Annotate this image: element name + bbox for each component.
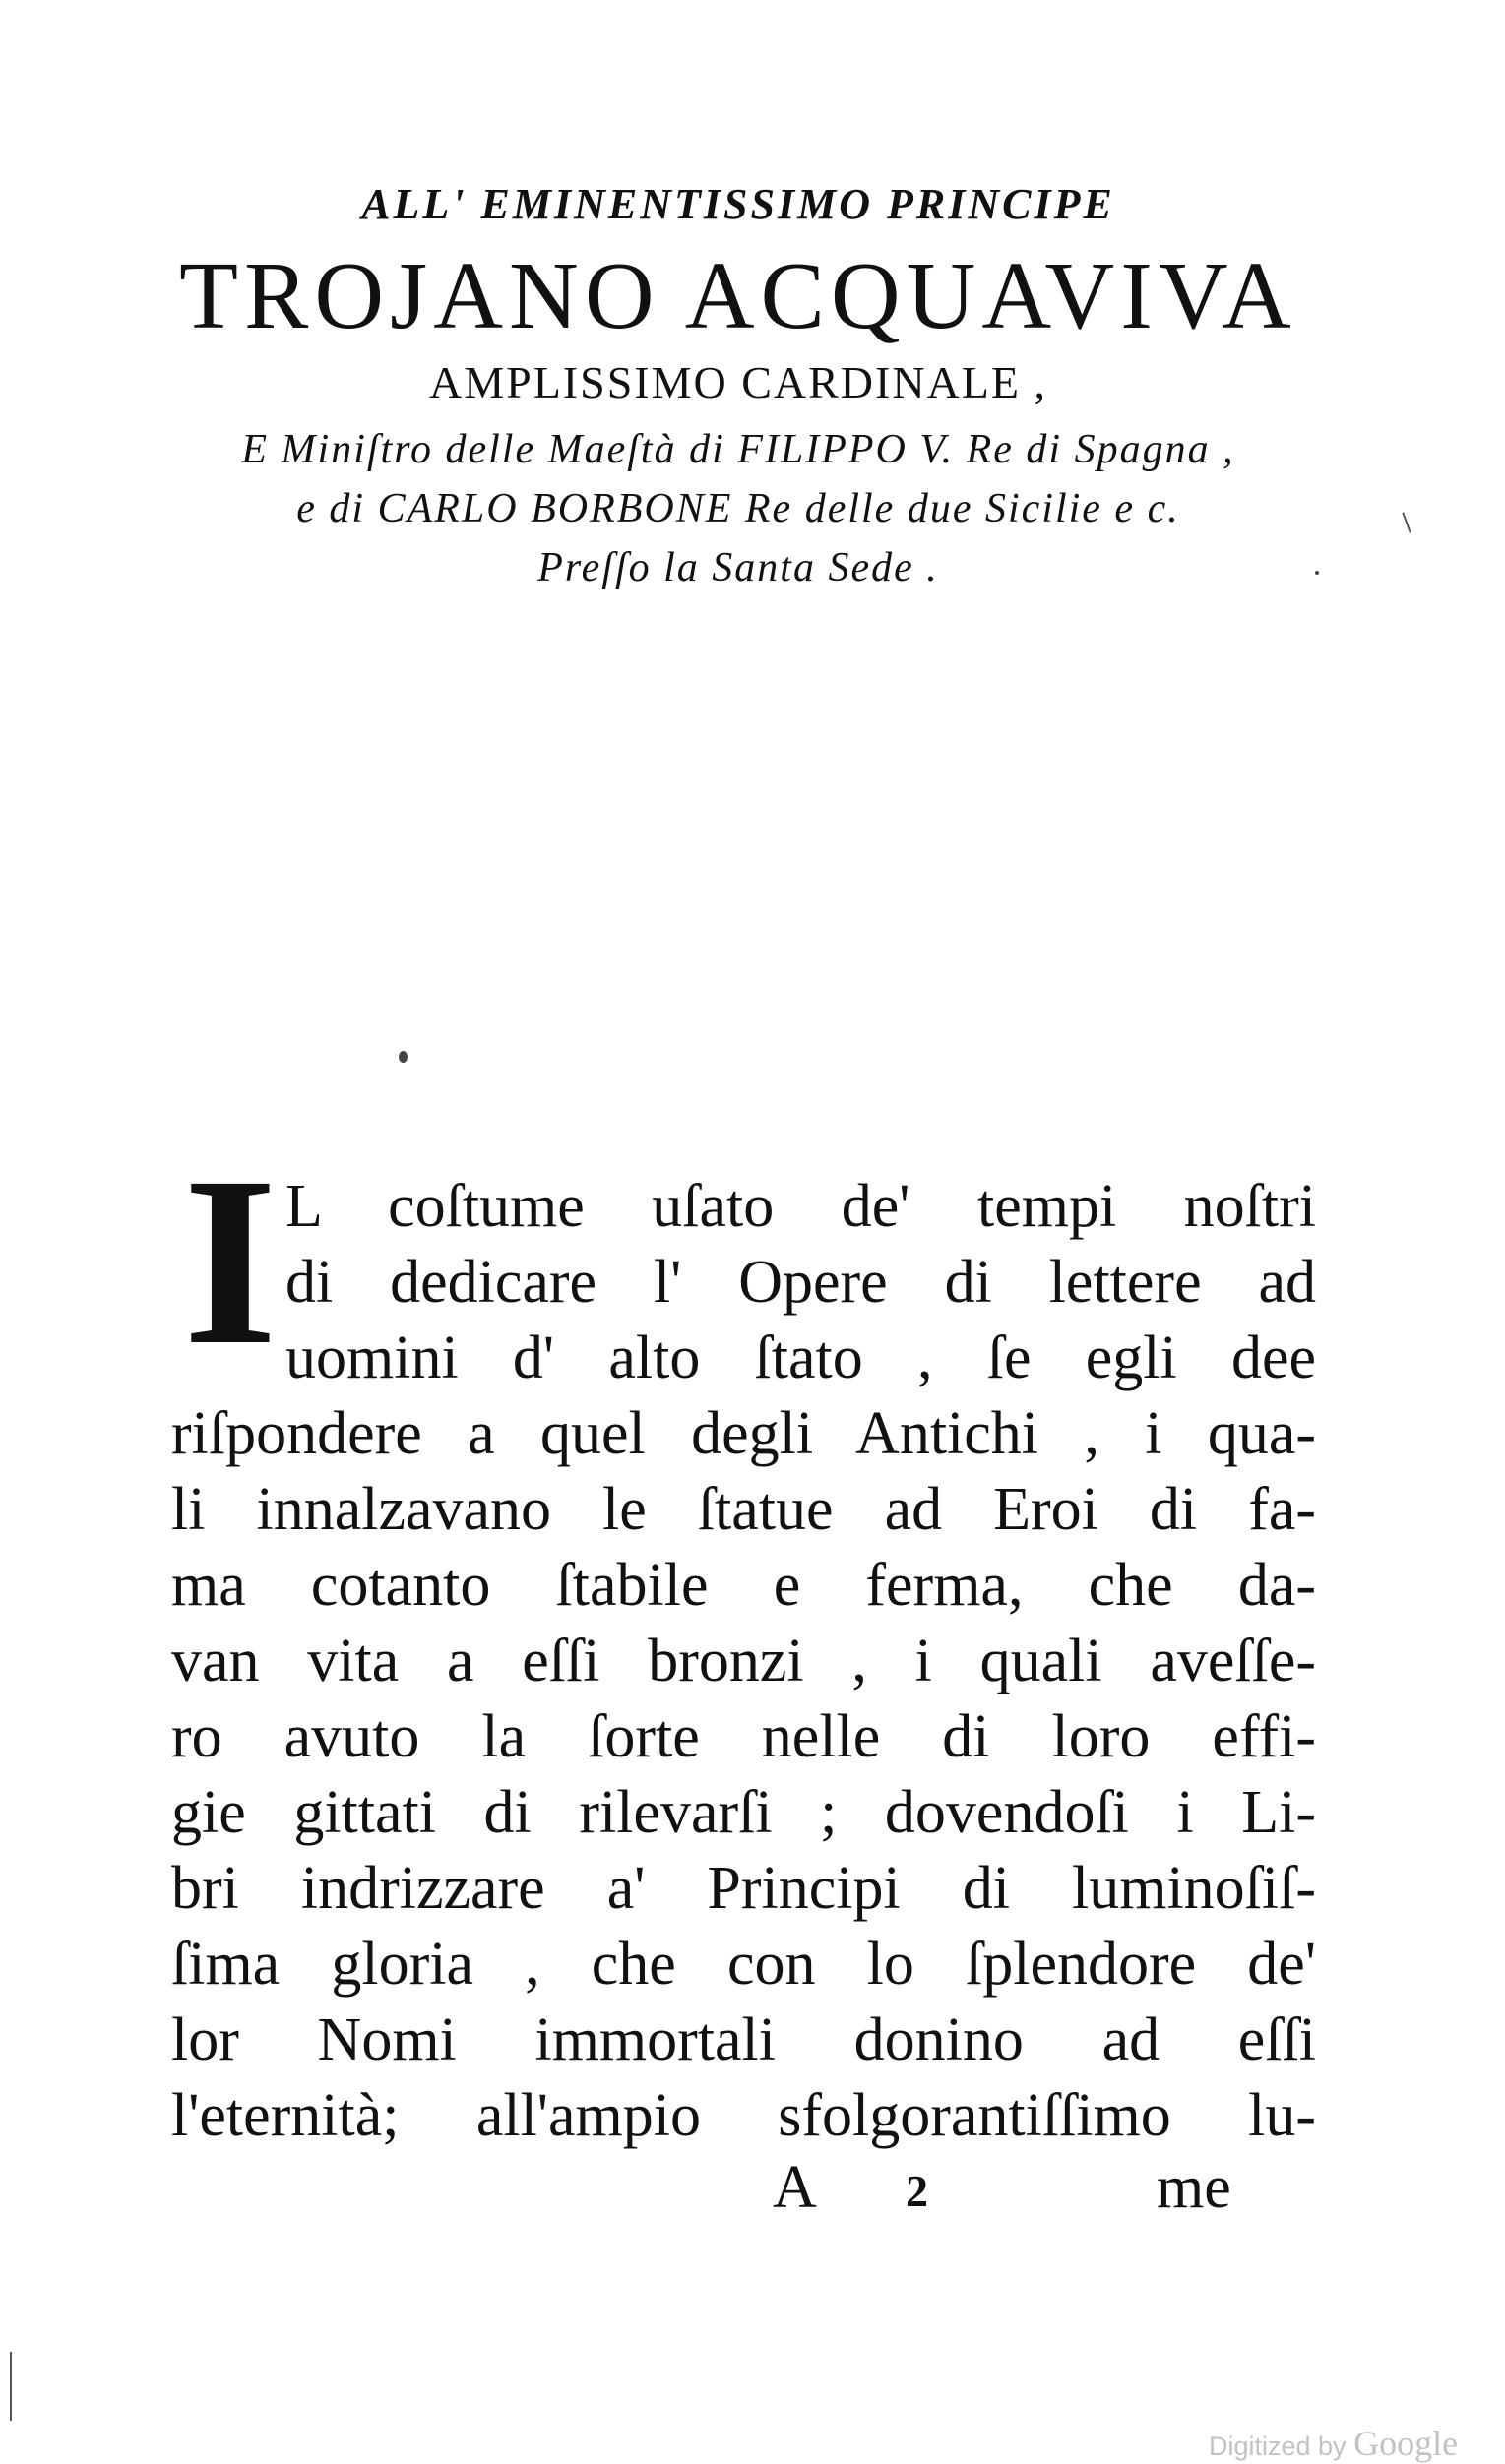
body-text-line: riſpondere a quel degli Antichi , i qua-: [171, 1400, 1316, 1467]
dedication-role-line: e di CARLO BORBONE Re delle due Sicilie e c.: [296, 486, 1180, 531]
signature-mark: A: [773, 2154, 817, 2221]
signature-number: 2: [906, 2166, 928, 2216]
dedication-role-line: Preſſo la Santa Sede .: [537, 545, 939, 590]
body-text-line: bri indrizzare a' Principi di luminoſiſ-: [171, 1855, 1316, 1922]
body-text-line: gie gittati di rilevarſi ; dovendoſi i Li-: [171, 1779, 1316, 1846]
scan-speck: [1315, 571, 1319, 575]
drop-cap: I: [183, 1128, 278, 1395]
body-text-line: L coſtume uſato de' tempi noſtri: [285, 1173, 1316, 1240]
watermark-brand: Google: [1353, 2424, 1459, 2463]
dedication-role-line: E Miniſtro delle Maeſtà di FILIPPO V. Re di Spagna ,: [241, 427, 1235, 472]
body-text-line: uomini d' alto ſtato , ſe egli dee: [285, 1324, 1316, 1391]
scan-speck: [399, 1051, 408, 1063]
dedicatee-name: TROJANO ACQUAVIVA: [179, 243, 1297, 349]
body-text-line: lor Nomi immortali donino ad eſſi: [171, 2006, 1316, 2073]
digitization-watermark: [1209, 2423, 1458, 2464]
body-text-line: ma cotanto ſtabile e ferma, che da-: [171, 1552, 1316, 1619]
dedicatee-title: AMPLISSIMO CARDINALE ,: [429, 357, 1047, 407]
body-text-line: l'eternità; all'ampio sfolgorantiſſimo lu-: [171, 2082, 1316, 2149]
catchword: me: [1157, 2154, 1231, 2221]
dedication-heading-line: ALL' EMINENTISSIMO PRINCIPE: [361, 180, 1115, 228]
body-text-line: di dedicare l' Opere di lettere ad: [285, 1249, 1316, 1316]
scan-mark: [1402, 512, 1411, 532]
body-text-line: ſima gloria , che con lo ſplendore de': [171, 1931, 1316, 1998]
body-text-line: li innalzavano le ſtatue ad Eroi di fa-: [171, 1476, 1316, 1543]
body-text-line: van vita a eſſi bronzi , i quali aveſſe-: [171, 1628, 1316, 1694]
body-text-line: ro avuto la ſorte nelle di loro effi-: [171, 1703, 1316, 1770]
scan-edge: [10, 2352, 12, 2421]
watermark-prefix: Digitized by: [1209, 2432, 1347, 2461]
